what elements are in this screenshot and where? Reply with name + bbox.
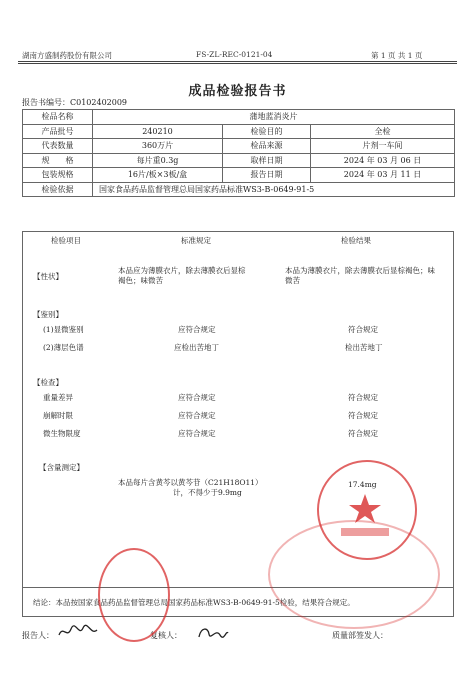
company-seal bbox=[98, 548, 170, 642]
inspection-purpose: 全检 bbox=[311, 124, 455, 139]
assay-result: 17.4mg bbox=[348, 480, 377, 489]
check-item-result: 符合规定 bbox=[348, 429, 378, 438]
check-item-name: 重量差异 bbox=[43, 393, 73, 402]
ident-item-result: 符合规定 bbox=[348, 325, 378, 334]
sampling-date: 2024 年 03 月 06 日 bbox=[311, 153, 455, 168]
ident-item-result: 检出苦地丁 bbox=[345, 343, 383, 352]
reviewer-label: 复核人： bbox=[150, 631, 182, 640]
inspection-basis: 国家食品药品监督管理总局国家药品标准WS3-B-0649-91-5 bbox=[93, 182, 455, 197]
header-rule-2 bbox=[18, 63, 457, 64]
report-number: 报告书编号：C0102402009 bbox=[22, 98, 128, 107]
package-spec: 16片/板×3板/盒 bbox=[93, 168, 223, 183]
label-source: 检品来源 bbox=[223, 139, 311, 154]
report-title: 成品检验报告书 bbox=[188, 84, 287, 99]
col-header-standard: 标准规定 bbox=[181, 236, 211, 245]
reporter-label: 报告人： bbox=[22, 631, 54, 640]
section-check: 【检查】 bbox=[33, 378, 63, 387]
batch-number: 240210 bbox=[93, 124, 223, 139]
sample-source: 片剂一车间 bbox=[311, 139, 455, 154]
info-table bbox=[22, 109, 455, 197]
label-report-date: 报告日期 bbox=[223, 168, 311, 183]
label-quantity: 代表数量 bbox=[23, 139, 93, 154]
ident-item-name: (2)薄层色谱 bbox=[43, 343, 84, 352]
check-item-result: 符合规定 bbox=[348, 411, 378, 420]
check-item-standard: 应符合规定 bbox=[178, 429, 216, 438]
label-batch: 产品批号 bbox=[23, 124, 93, 139]
check-item-result: 符合规定 bbox=[348, 393, 378, 402]
secondary-seal bbox=[268, 520, 440, 629]
ident-item-standard: 应符合规定 bbox=[178, 325, 216, 334]
section-appearance: 【性状】 bbox=[33, 272, 63, 281]
section-assay: 【含量测定】 bbox=[39, 463, 84, 472]
assay-standard-limit: 计，不得少于9.9mg bbox=[173, 488, 242, 497]
ident-item-standard: 应检出苦地丁 bbox=[174, 343, 219, 352]
label-spec: 规 格 bbox=[23, 153, 93, 168]
col-header-result: 检验结果 bbox=[341, 236, 371, 245]
check-item-name: 崩解时限 bbox=[43, 411, 73, 420]
label-package: 包装规格 bbox=[23, 168, 93, 183]
ident-item-name: (1)显微鉴别 bbox=[43, 325, 84, 334]
label-sampling-date: 取样日期 bbox=[223, 153, 311, 168]
reviewer-signature bbox=[196, 624, 230, 642]
check-item-name: 微生物限度 bbox=[43, 429, 81, 438]
table-row bbox=[23, 168, 455, 183]
product-name: 蒲地蓝消炎片 bbox=[93, 110, 455, 125]
page-indicator: 第 1 页 共 1 页 bbox=[371, 51, 423, 60]
label-basis: 检验依据 bbox=[23, 182, 93, 197]
label-purpose: 检验目的 bbox=[223, 124, 311, 139]
section-identification: 【鉴别】 bbox=[33, 310, 63, 319]
quantity: 360万片 bbox=[93, 139, 223, 154]
check-item-standard: 应符合规定 bbox=[178, 411, 216, 420]
appearance-standard: 本品应为薄膜衣片，除去薄膜衣后显棕褐色；味微苦 bbox=[118, 266, 246, 285]
table-row bbox=[23, 110, 455, 125]
table-row bbox=[23, 153, 455, 168]
conclusion-text: 结论：本品按国家食品药品监督管理总局国家药品标准WS3-B-0649-91-5检验，结果符合规定。 bbox=[33, 598, 355, 607]
document-code: FS-ZL-REC-0121-04 bbox=[196, 50, 273, 59]
label-product-name: 检品名称 bbox=[23, 110, 93, 125]
qa-label: 质量部签发人： bbox=[332, 631, 388, 640]
reporter-signature bbox=[57, 623, 101, 641]
company-name: 湖南方盛制药股份有限公司 bbox=[22, 51, 112, 60]
assay-standard: 本品每片含黄芩以黄芩苷（C21H18O11） bbox=[118, 478, 263, 487]
col-header-item: 检验项目 bbox=[51, 236, 81, 245]
header-rule bbox=[18, 61, 457, 62]
table-row bbox=[23, 139, 455, 154]
check-item-standard: 应符合规定 bbox=[178, 393, 216, 402]
table-row bbox=[23, 182, 455, 197]
specification: 每片重0.3g bbox=[93, 153, 223, 168]
appearance-result: 本品为薄膜衣片，除去薄膜衣后显棕褐色；味微苦 bbox=[285, 266, 435, 285]
report-date: 2024 年 03 月 11 日 bbox=[311, 168, 455, 183]
table-row bbox=[23, 124, 455, 139]
